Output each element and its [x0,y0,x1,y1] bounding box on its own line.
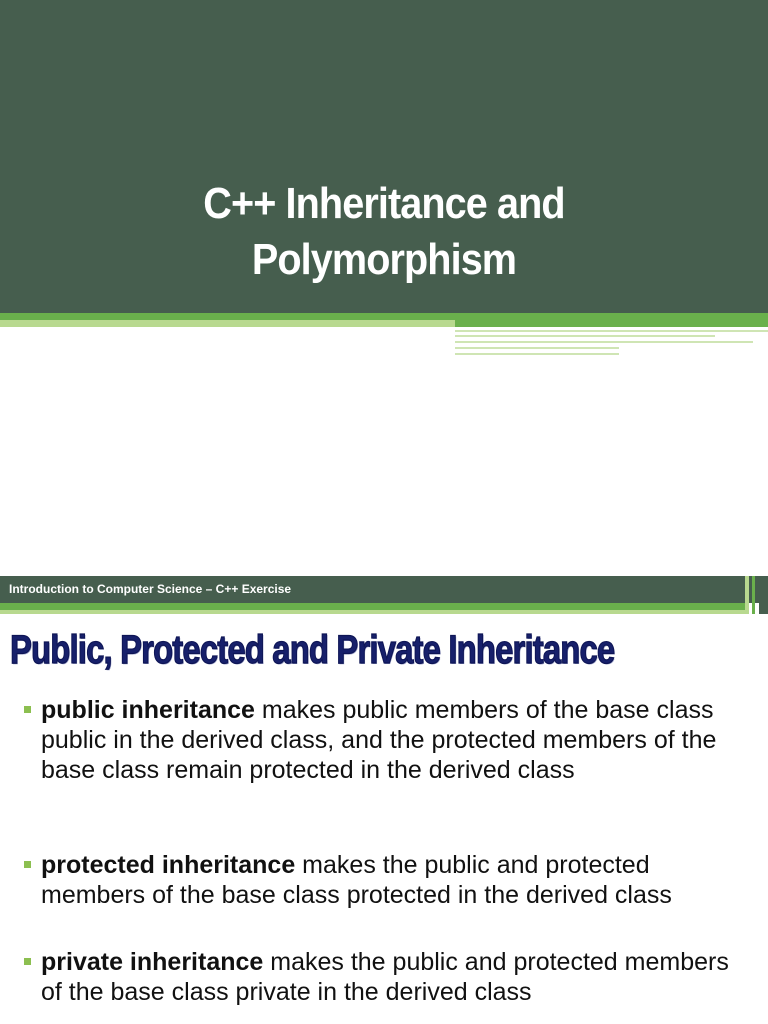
content-slide-title: Public, Protected and Private Inheritance [10,628,615,672]
bullet-marker [24,958,31,965]
title-line-2: Polymorphism [251,235,517,284]
content-stripe-light [0,610,745,614]
bullet-term: public inheritance [41,696,255,724]
title-slide-heading [38,176,729,288]
stripe-dark-green [0,313,768,320]
bullet-text: makes public members of the base class public in the derived class, and the protected members of the base class remain protected in the derived class [41,696,717,784]
content-slide-header-band [0,576,768,603]
stripe-light-green [0,320,455,327]
bullet-protected-inheritance [41,850,756,910]
stripe-thin-1 [455,330,768,332]
header-accent-2 [752,576,755,614]
bullet-marker [24,706,31,713]
title-line-1: C++ Inheritance and [203,179,565,228]
stripe-thin-4 [455,347,619,349]
stripe-mid-green [455,320,768,327]
bullet-marker [24,861,31,868]
header-accent-3 [759,576,768,614]
course-label: Introduction to Computer Science – C++ Exercise [9,582,292,596]
bullet-public-inheritance [41,695,756,785]
content-stripe-dark [0,603,745,610]
stripe-thin-2 [455,335,715,337]
content-slide [0,576,768,1024]
stripe-thin-3 [455,341,753,343]
stripe-thin-5 [455,353,619,355]
bullet-private-inheritance [41,947,756,1007]
bullet-text: makes the public and protected members of the base class protected in the derived class [41,851,672,909]
header-accent-1 [745,576,749,614]
bullet-term: protected inheritance [41,851,296,879]
bullet-text: makes the public and protected members of the base class private in the derived class [41,948,729,1006]
bullet-term: private inheritance [41,948,264,976]
